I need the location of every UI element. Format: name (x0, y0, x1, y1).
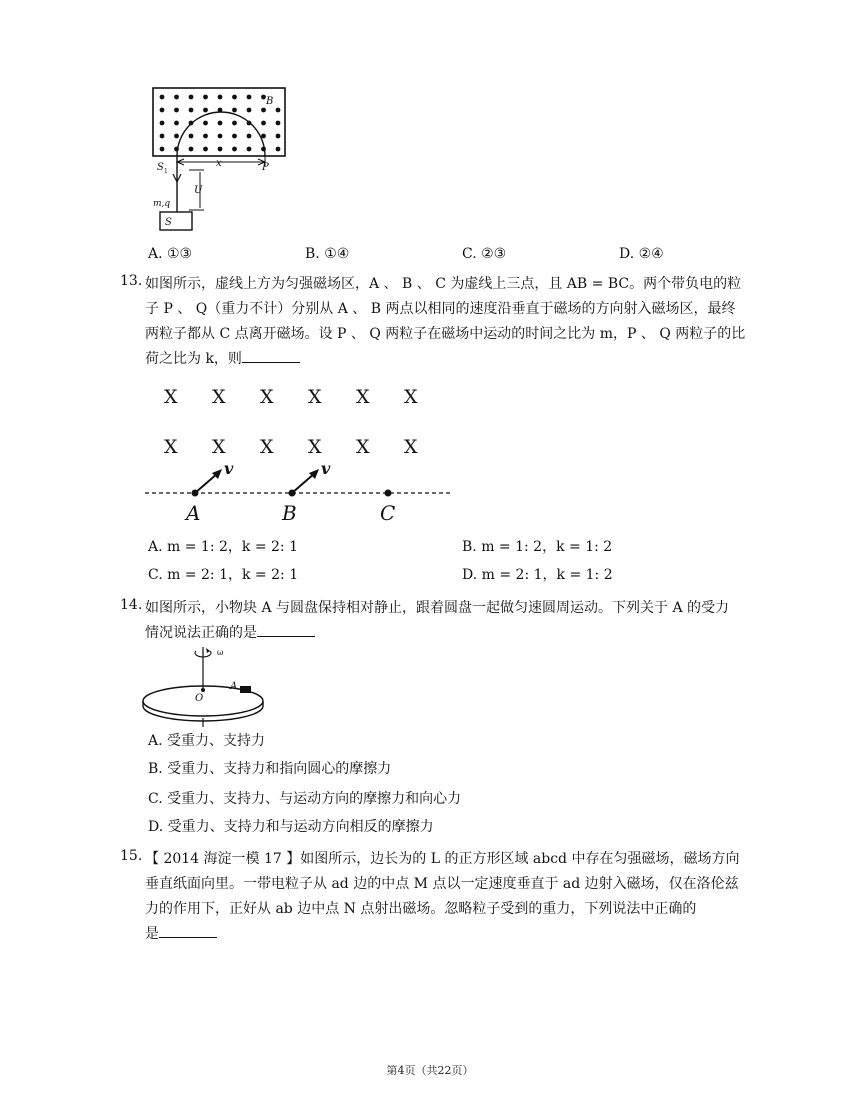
field-dot (276, 147, 281, 152)
field-dot (218, 134, 223, 139)
field-dot (174, 134, 179, 139)
field-dot (203, 147, 208, 152)
field-cross: X (260, 436, 274, 458)
q15-line-3: 力的作用下，正好从 ab 边中点 N 点射出磁场。忽略粒子受到的重力，下列说法中正确的 (145, 901, 697, 917)
field-cross: X (356, 386, 370, 408)
label-b: B (282, 501, 297, 525)
q14-number: 14. (120, 597, 143, 613)
label-v2: v (321, 459, 331, 478)
q15-line-4 (145, 923, 217, 943)
field-cross: X (164, 386, 178, 408)
q13-line-2: 子 P 、 Q（重力不计）分别从 A 、 B 两点以相同的速度沿垂直于磁场的方向射入磁场区，最终 (145, 301, 736, 317)
q14-option-a[interactable]: A. 受重力、支持力 (148, 733, 266, 749)
q13-option-c[interactable]: C. m = 2: 1，k = 2: 1 (148, 567, 299, 583)
label-mq: m,q (153, 199, 171, 209)
q13-option-b[interactable]: B. m = 1: 2，k = 1: 2 (462, 539, 613, 555)
label-b: B (266, 96, 274, 107)
field-dot (189, 134, 194, 139)
field-cross: X (212, 436, 226, 458)
q14-line-2-text: 情况说法正确的是 (145, 625, 257, 641)
field-dot (160, 134, 165, 139)
label-v1: v (224, 459, 234, 478)
field-dot (203, 121, 208, 126)
label-s1: S (157, 162, 164, 173)
field-cross: X (308, 436, 322, 458)
q12-option-c[interactable]: C. ②③ (462, 246, 507, 262)
field-dot (218, 147, 223, 152)
field-dot (174, 121, 179, 126)
field-dot (203, 95, 208, 100)
q13-line-3: 两粒子都从 C 点离开磁场。设 P 、 Q 两粒子在磁场中运动的时间之比为 m，P 、 Q 两粒子的比 (145, 326, 746, 342)
q12-option-a[interactable]: A. ①③ (148, 246, 193, 262)
label-s1-sub: 1 (164, 168, 168, 175)
q12-option-b[interactable]: B. ①④ (305, 246, 350, 262)
field-dot (203, 134, 208, 139)
field-dot (232, 95, 237, 100)
field-cross: X (260, 386, 274, 408)
q13-line-4-text: 荷之比为 k，则 (145, 351, 242, 367)
field-dot (189, 95, 194, 100)
field-cross: X (212, 386, 226, 408)
field-cross: X (164, 436, 178, 458)
page-footer: 第4页（共22页） (386, 1064, 474, 1077)
q14-option-d[interactable]: D. 受重力、支持力和与运动方向相反的摩擦力 (148, 819, 434, 835)
field-dot (247, 95, 252, 100)
label-p: P (262, 162, 269, 173)
q15-number: 15. (120, 848, 143, 864)
field-dot (160, 95, 165, 100)
q12-option-d[interactable]: D. ②④ (619, 246, 664, 262)
field-dot (174, 95, 179, 100)
q13-answer-blank[interactable] (242, 350, 300, 363)
field-dot (247, 108, 252, 113)
q14-line-1: 如图所示，小物块 A 与圆盘保持相对静止，跟着圆盘一起做匀速圆周运动。下列关于 A 的受力 (145, 600, 730, 616)
figure-mass-spectrometer (140, 82, 300, 232)
q14-line-2 (145, 622, 315, 642)
field-dot (247, 134, 252, 139)
field-dot (218, 121, 223, 126)
q15-answer-blank[interactable] (159, 925, 217, 938)
label-x: x (216, 158, 222, 169)
q15-line-1: 【 2014 海淀一模 17 】如图所示，边长为的 L 的正方形区域 abcd 中存在匀强磁场，磁场方向 (145, 851, 740, 867)
field-dot (261, 121, 266, 126)
field-dot (232, 121, 237, 126)
field-dot (189, 108, 194, 113)
field-dot (174, 108, 179, 113)
label-a: A (186, 501, 201, 525)
figure-turntable (140, 643, 275, 728)
label-s: S (165, 217, 172, 228)
label-omega: ω (217, 648, 224, 657)
label-o: O (195, 693, 204, 704)
q15-line-2: 垂直纸面向里。一带电粒子从 ad 边的中点 M 点以一定速度垂直于 ad 边射入磁场，仅在洛伦兹 (145, 876, 739, 892)
label-u: U (194, 185, 203, 196)
field-dot (218, 95, 223, 100)
field-dot (261, 108, 266, 113)
field-dot (160, 147, 165, 152)
label-c: C (380, 501, 396, 525)
figure-magnetic-field-abc (140, 375, 460, 530)
q14-option-c[interactable]: C. 受重力、支持力、与运动方向的摩擦力和向心力 (148, 791, 462, 807)
q13-option-d[interactable]: D. m = 2: 1，k = 1: 2 (462, 567, 613, 583)
q15-line-4-text: 是 (145, 926, 159, 942)
field-cross: X (404, 386, 418, 408)
q13-option-a[interactable]: A. m = 1: 2，k = 2: 1 (148, 539, 298, 555)
field-dot (160, 108, 165, 113)
field-dot (247, 147, 252, 152)
q13-line-1: 如图所示，虚线上方为匀强磁场区，A 、 B 、 C 为虚线上三点，且 AB = BC。两个带负电的粒 (145, 276, 742, 292)
field-dot (232, 108, 237, 113)
field-dot (276, 134, 281, 139)
field-cross: X (356, 436, 370, 458)
field-dot (203, 108, 208, 113)
field-dot (160, 121, 165, 126)
field-dot (189, 147, 194, 152)
q14-answer-blank[interactable] (257, 624, 315, 637)
field-cross: X (308, 386, 322, 408)
label-a: A (230, 681, 238, 692)
field-dot (276, 121, 281, 126)
q14-option-b[interactable]: B. 受重力、支持力和指向圆心的摩擦力 (148, 761, 392, 777)
q13-number: 13. (120, 273, 143, 289)
q13-line-4 (145, 348, 300, 368)
field-dot (232, 134, 237, 139)
field-dot (276, 108, 281, 113)
field-dot (232, 147, 237, 152)
field-cross: X (404, 436, 418, 458)
